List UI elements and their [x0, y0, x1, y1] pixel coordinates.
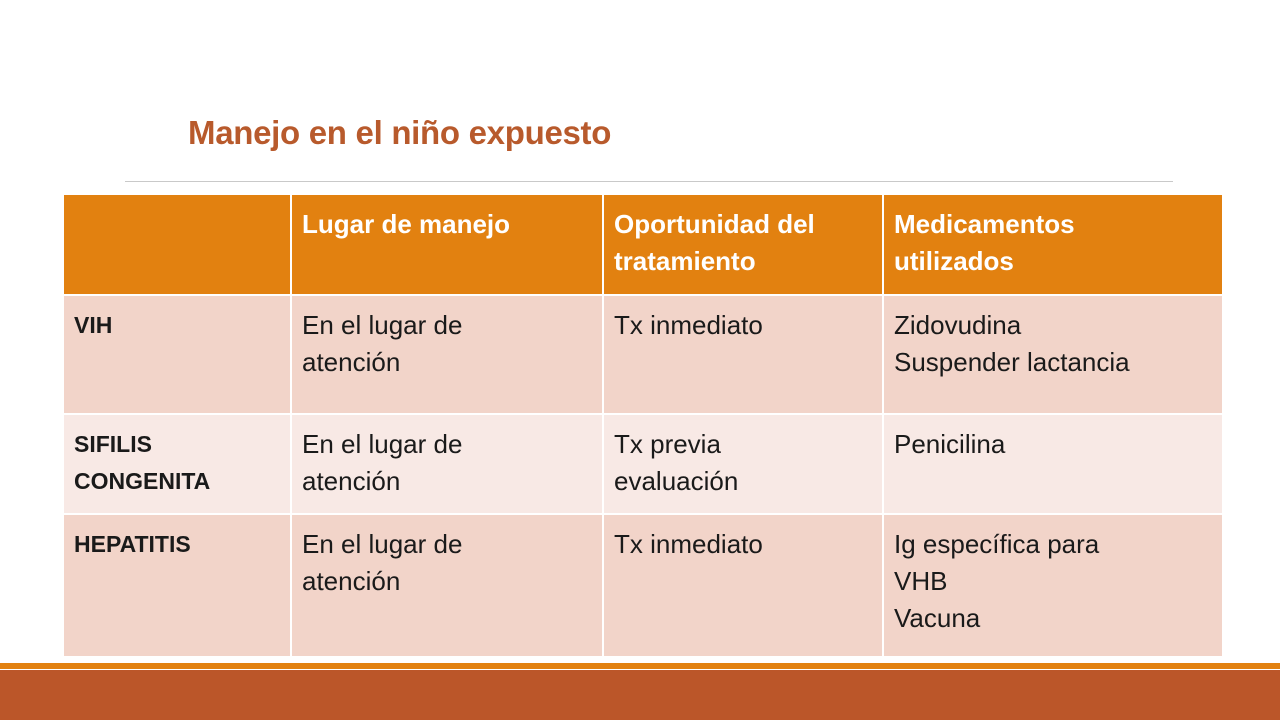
cell-line: CONGENITA	[74, 468, 211, 494]
cell-line: atención	[302, 566, 401, 596]
cell-line: evaluación	[614, 466, 739, 496]
header-cell-medicamentos	[883, 194, 1223, 295]
header-cell-oportunidad	[603, 194, 883, 295]
cell-line: Zidovudina	[894, 310, 1022, 340]
table-cell	[603, 514, 883, 657]
table-row	[63, 514, 1223, 657]
table-cell	[291, 514, 603, 657]
cell-line: atención	[302, 466, 401, 496]
cell-line: VIH	[74, 312, 113, 338]
cell-line: VHB	[894, 566, 948, 596]
cell-line: SIFILIS	[74, 431, 152, 457]
cell-line: atención	[302, 347, 401, 377]
table-row	[63, 414, 1223, 514]
row-header-cell	[63, 414, 291, 514]
header-line: Medicamentos	[894, 209, 1075, 239]
row-header-cell	[63, 295, 291, 414]
cell-line: Tx previa	[614, 429, 721, 459]
cell-line: Tx inmediato	[614, 310, 763, 340]
table-row	[63, 295, 1223, 414]
management-table-container	[62, 193, 1224, 658]
table-cell	[291, 295, 603, 414]
cell-line: Tx inmediato	[614, 529, 763, 559]
cell-line: Ig específica para	[894, 529, 1100, 559]
table-cell	[883, 295, 1223, 414]
table-cell	[883, 414, 1223, 514]
table-cell	[883, 514, 1223, 657]
footer-accent-line	[0, 663, 1280, 669]
table-header-row	[63, 194, 1223, 295]
table-cell	[603, 414, 883, 514]
header-cell-empty	[63, 194, 291, 295]
header-line: Lugar de manejo	[302, 209, 511, 239]
cell-line: Penicilina	[894, 429, 1006, 459]
row-header-cell	[63, 514, 291, 657]
cell-line: HEPATITIS	[74, 531, 191, 557]
cell-line: En el lugar de	[302, 529, 463, 559]
cell-line: Vacuna	[894, 603, 981, 633]
title-divider	[125, 181, 1173, 182]
header-cell-lugar	[291, 194, 603, 295]
slide-title: Manejo en el niño expuesto	[188, 114, 612, 151]
header-line: tratamiento	[614, 246, 756, 276]
header-line: utilizados	[894, 246, 1014, 276]
cell-line: Suspender lactancia	[894, 347, 1130, 377]
management-table	[62, 193, 1224, 658]
cell-line: En el lugar de	[302, 429, 463, 459]
table-cell	[291, 414, 603, 514]
footer-band	[0, 670, 1280, 720]
cell-line: En el lugar de	[302, 310, 463, 340]
table-cell	[603, 295, 883, 414]
header-line: Oportunidad del	[614, 209, 815, 239]
